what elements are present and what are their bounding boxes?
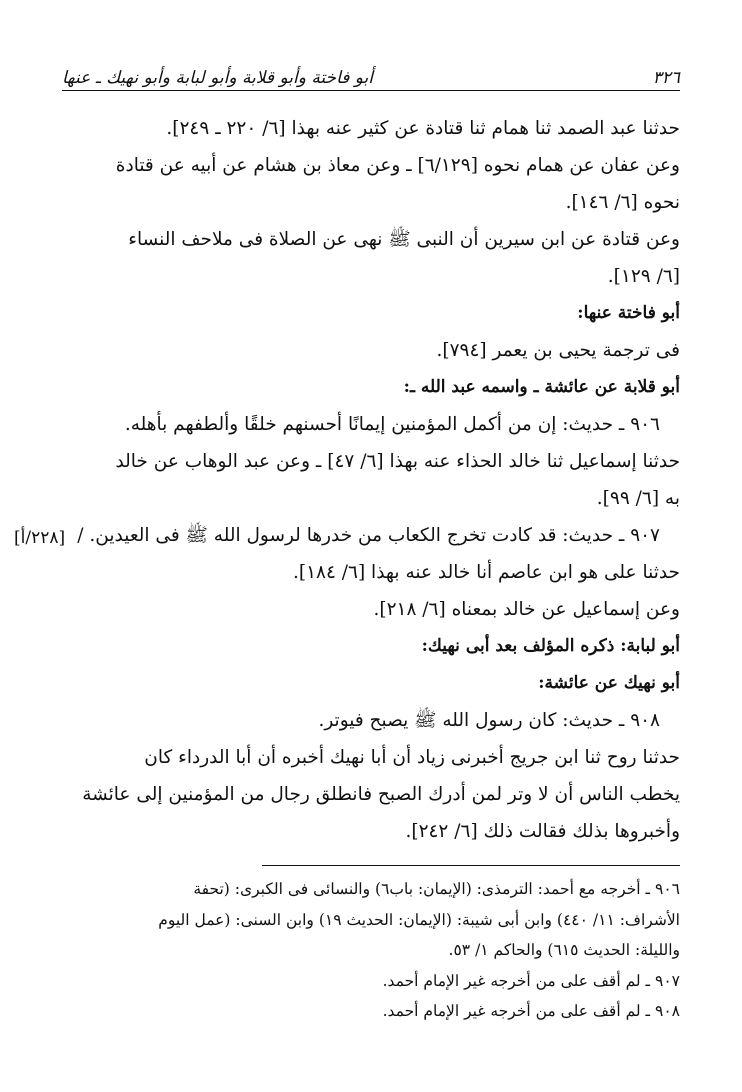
text-line: حدثنا روح ثنا ابن جريج أخبرنى زياد أن أبا نهيك أخبره أن أبا الدرداء كان [144, 747, 680, 768]
footnote-line: ٩٠٧ ـ لم أقف على من أخرجه غير الإمام أحمد. [382, 971, 680, 990]
text-line: نحوه [٦/ ١٤٦]. [565, 192, 680, 213]
footnote-rule [262, 865, 680, 866]
section-heading: أبو قلابة عن عائشة ـ واسمه عبد الله ـ: [403, 377, 680, 397]
text-line: [٦/ ١٢٩]. [607, 266, 680, 287]
text-line: يخطب الناس أن لا وتر لمن أدرك الصبح فانطلق رجال من المؤمنين إلى عائشة [82, 784, 680, 805]
text-line: وأخبروها بذلك فقالت ذلك [٦/ ٢٤٢]. [405, 821, 680, 842]
text-line: وعن عفان عن همام نحوه [٦/١٢٩] ـ وعن معاذ بن هشام عن أبيه عن قتادة [115, 155, 680, 176]
hadith-line: ٩٠٨ ـ حديث: كان رسول الله ﷺ يصبح فيوتر. [318, 710, 660, 731]
text-line: به [٦/ ٩٩]. [596, 488, 680, 509]
footnote-line: الأشراف: ١١/ ٤٤٠) وابن أبى شيبة: (الإيمان: الحديث ١٩) وابن السنى: (عمل اليوم [158, 910, 680, 929]
text-line: وعن قتادة عن ابن سيرين أن النبى ﷺ نهى عن الصلاة فى ملاحف النساء [128, 229, 680, 250]
main-text [62, 110, 680, 850]
text-line: حدثنا على هو ابن عاصم أنا خالد عنه بهذا [٦/ ١٨٤]. [292, 562, 680, 583]
text-line: وعن إسماعيل عن خالد بمعناه [٦/ ٢١٨]. [373, 599, 680, 620]
section-heading: أبو لبابة: ذكره المؤلف بعد أبى نهيك: [421, 636, 680, 656]
footnotes [62, 874, 680, 1027]
running-title: أبو فاختة وأبو قلابة وأبو لبابة وأبو نهيك ـ عنها [62, 68, 374, 88]
page-number: ٣٢٦ [652, 68, 680, 88]
footnote-line: ٩٠٦ ـ أخرجه مع أحمد: الترمذى: (الإيمان: باب٦) والنسائى فى الكبرى: (تحفة [193, 880, 680, 898]
text-line: حدثنا إسماعيل ثنا خالد الحذاء عنه بهذا [٦/ ٤٧] ـ وعن عبد الوهاب عن خالد [115, 451, 680, 472]
manuscript-folio-note: [٢٢٨/أ] [14, 528, 66, 548]
hadith-line: ٩٠٦ ـ حديث: إن من أكمل المؤمنين إيمانًا أحسنهم خلقًا وألطفهم بأهله. [124, 414, 660, 435]
footnote-line: ٩٠٨ ـ لم أقف على من أخرجه غير الإمام أحمد. [382, 1002, 680, 1020]
text-line: حدثنا عبد الصمد ثنا همام ثنا قتادة عن كثير عنه بهذا [٦/ ٢٢٠ ـ ٢٤٩]. [166, 118, 680, 139]
running-header [62, 58, 680, 88]
header-rule [62, 90, 680, 91]
section-heading: أبو نهيك عن عائشة: [538, 673, 680, 693]
hadith-line: ٩٠٧ ـ حديث: قد كادت تخرج الكعاب من خدرها لرسول الله ﷺ فى العيدين. / [77, 525, 660, 546]
section-heading: أبو فاختة عنها: [577, 303, 680, 323]
text-line: فى ترجمة يحيى بن يعمر [٧٩٤]. [436, 340, 680, 361]
footnote-line: والليلة: الحديث ٦١٥) والحاكم ١/ ٥٣. [448, 941, 680, 959]
